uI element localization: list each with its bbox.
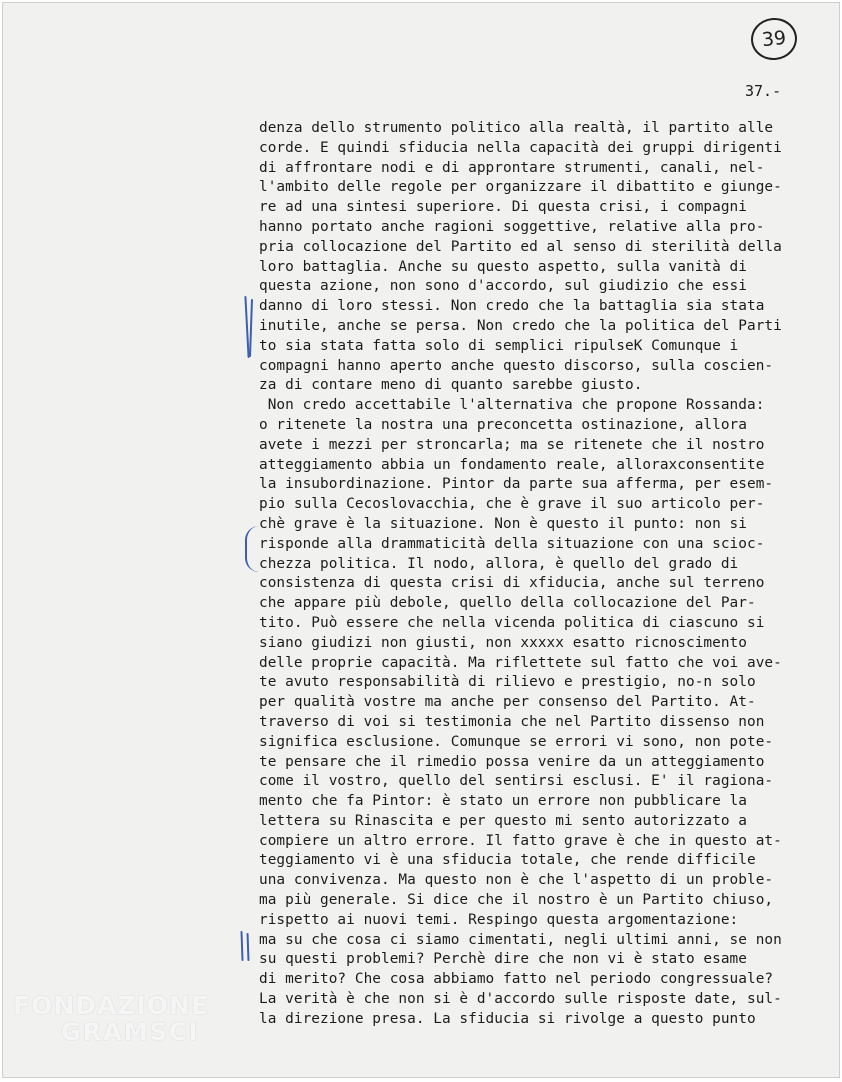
- text-line: hanno portato anche ragioni soggettive, relative alla pro-: [259, 218, 765, 235]
- text-line: pio sulla Cecoslovacchia, che è grave il suo articolo per-: [259, 496, 765, 513]
- text-line: te avuto responsabilità di rilievo e prestigio, no-n solo: [259, 674, 756, 691]
- text-line: inutile, anche se persa. Non credo che la politica del Parti: [259, 317, 782, 334]
- text-line: to sia stata fatta solo di semplici ripulseK Comunque i: [259, 337, 739, 354]
- text-line: compagni hanno aperto anche questo discorso, sulla coscien-: [259, 357, 774, 374]
- text-line: ma più generale. Si dice che il nostro è un Partito chiuso,: [259, 892, 774, 909]
- archive-page-number: 39: [749, 16, 799, 63]
- text-line: consistenza di questa crisi di xfiducia, anche sul terreno: [259, 575, 765, 592]
- text-line: chezza politica. Il nodo, allora, è quello del grado di: [259, 555, 739, 572]
- text-line: pria collocazione del Partito ed al senso di sterilità della: [259, 238, 782, 255]
- text-line: compiere un altro errore. Il fatto grave è che in questo at-: [259, 832, 782, 849]
- text-line: tito. Può essere che nella vicenda politica di ciascuno si: [259, 614, 765, 631]
- text-line: re ad una sintesi superiore. Di questa crisi, i compagni: [259, 199, 747, 216]
- text-line: questa azione, non sono d'accordo, sul giudizio che essi: [259, 278, 747, 295]
- text-line: loro battaglia. Anche su questo aspetto, sulla vanità di: [259, 258, 747, 275]
- margin-pen-mark: [240, 931, 243, 961]
- text-line: l'ambito delle regole per organizzare il dibattito e giunge-: [259, 179, 782, 196]
- watermark-line-1: FONDAZIONE: [13, 991, 210, 1020]
- text-line: La verità è che non si è d'accordo sulle risposte date, sul-: [259, 991, 782, 1008]
- text-line: teggiamento vi è una sfiducia totale, che rende difficile: [259, 852, 756, 869]
- fondazione-gramsci-watermark: [13, 993, 209, 1044]
- text-line: rispetto ai nuovi temi. Respingo questa argomentazione:: [259, 911, 739, 928]
- text-line: danno di loro stessi. Non credo che la battaglia sia stata: [259, 298, 765, 315]
- text-line: risponde alla drammaticità della situazione con una scioc-: [259, 535, 765, 552]
- text-line: Non credo accettabile l'alternativa che propone Rossanda:: [259, 397, 765, 414]
- document-page: [2, 2, 840, 1078]
- text-line: che appare più debole, quello della collocazione del Par-: [259, 595, 756, 612]
- text-line: ma su che cosa ci siamo cimentati, negli ultimi anni, se non: [259, 931, 782, 948]
- text-line: la insubordinazione. Pintor da parte sua afferma, per esem-: [259, 476, 774, 493]
- text-line: la direzione presa. La sfiducia si rivolge a questo punto: [259, 1010, 756, 1027]
- text-line: te pensare che il rimedio possa venire da un atteggiamento: [259, 753, 765, 770]
- text-line: lettera su Rinascita e per questo mi sento autorizzato a: [259, 812, 747, 829]
- text-line: per qualità vostre ma anche per consenso del Partito. At-: [259, 694, 756, 711]
- text-line: za di contare meno di quanto sarebbe giusto.: [259, 377, 643, 394]
- text-line: corde. E quindi sfiducia nella capacità dei gruppi dirigenti: [259, 139, 782, 156]
- text-line: di affrontare nodi e di approntare strumenti, canali, nel-: [259, 159, 765, 176]
- text-line: atteggiamento abbia un fondamento reale, alloraxconsentite: [259, 456, 765, 473]
- text-line: denza dello strumento politico alla realtà, il partito alle: [259, 120, 774, 136]
- margin-pen-mark: [247, 933, 250, 961]
- margin-pen-mark: [249, 299, 253, 357]
- text-line: su questi problemi? Perchè dire che non vi è stato esame: [259, 951, 747, 968]
- text-line: chè grave è la situazione. Non è questo il punto: non si: [259, 515, 747, 532]
- typewritten-body: [259, 119, 840, 1030]
- text-line: traverso di voi si testimonia che nel Partito dissenso non: [259, 713, 765, 730]
- text-line: di merito? Che cosa abbiamo fatto nel periodo congressuale?: [259, 971, 774, 988]
- text-line: o ritenete la nostra una preconcetta ostinazione, allora: [259, 416, 747, 433]
- text-line: siano giudizi non giusti, non xxxxx esatto ricnoscimento: [259, 634, 747, 651]
- text-line: avete i mezzi per stroncarla; ma se ritenete che il nostro: [259, 436, 765, 453]
- text-line: mento che fa Pintor: è stato un errore non pubblicare la: [259, 793, 747, 810]
- text-line: delle proprie capacità. Ma riflettete sul fatto che voi ave-: [259, 654, 782, 671]
- text-line: una convivenza. Ma questo non è che l'aspetto di un proble-: [259, 872, 774, 889]
- watermark-line-2: GRAMSCI: [61, 1018, 200, 1046]
- text-line: come il vostro, quello del sentirsi esclusi. E' il ragiona-: [259, 773, 774, 790]
- text-line: significa esclusione. Comunque se errori vi sono, non pote-: [259, 733, 774, 750]
- page-number: 37.-: [745, 82, 782, 100]
